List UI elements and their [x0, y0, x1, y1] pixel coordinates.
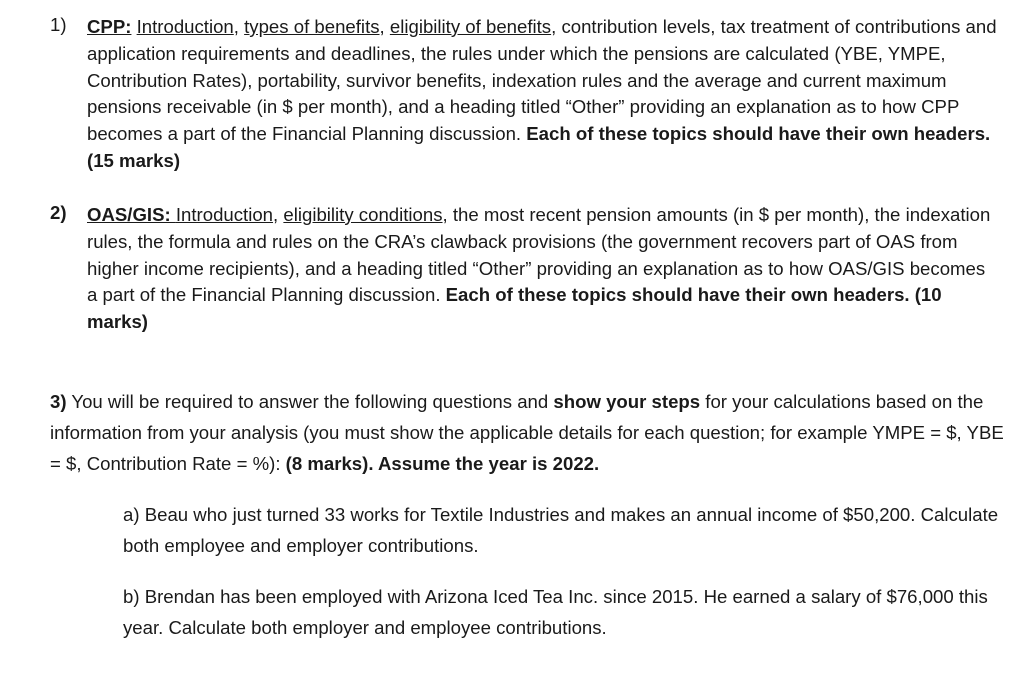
- question-1-text: [87, 14, 1000, 175]
- question-2-text: [87, 202, 1000, 336]
- question-3a: a) Beau who just turned 33 works for Textile Industries and makes an annual income of $50,200. Calculate both employee and employer contributions.: [123, 504, 999, 556]
- question-2-number: 2): [50, 202, 67, 223]
- question-1-body: , contribution levels, tax treatment of contributions and application requirements and deadlines, the rules under which the pensions are calculated (YBE, YMPE, Contribution Rates), portability, survivor benefits, indexation rules and the average and current maximum pensions receivable (in $ per month), and a heading titled “Other” providing an explanation as to how CPP becomes a part of the Financial Planning discussion.: [87, 16, 997, 145]
- question-3-number: 3): [50, 391, 67, 412]
- question-3: [50, 386, 1010, 479]
- question-2-body: , the most recent pension amounts (in $ per month), the indexation rules, the formula and rules on the CRA’s clawback provisions (the government recovers part of OAS from higher income recipients), and a heading titled “Other” providing an explanation as to how OAS/GIS becomes a part of the Financial Planning discussion.: [87, 204, 991, 306]
- question-1-number: 1): [50, 14, 67, 35]
- oas-gis-heading: OAS/GIS:: [87, 204, 176, 225]
- oas-topic-eligibility: eligibility conditions: [283, 204, 443, 225]
- question-3-text-1: You will be required to answer the following questions and: [66, 391, 554, 412]
- question-3b: b) Brendan has been employed with Arizona Iced Tea Inc. since 2015. He earned a salary of $76,000 this year. Calculate both employer and employee contributions.: [123, 586, 988, 638]
- separator: ,: [379, 16, 390, 37]
- separator: ,: [233, 16, 245, 37]
- cpp-heading: CPP:: [87, 16, 132, 37]
- question-3-marks: (8 marks). Assume the year is 2022.: [285, 453, 600, 474]
- separator: ,: [273, 204, 284, 225]
- cpp-topic-introduction: Introduction: [136, 16, 234, 37]
- question-1-marks: Each of these topics should have their own headers. (15 marks): [87, 123, 991, 171]
- cpp-topic-eligibility: eligibility of benefits: [389, 16, 552, 37]
- oas-topic-introduction: Introduction: [175, 204, 274, 225]
- question-2-marks: Each of these topics should have their own headers. (10 marks): [87, 284, 942, 333]
- question-3-show-steps: show your steps: [553, 391, 701, 412]
- question-3-text-2: for your calculations based on the information from your analysis (you must show the applicable details for each question; for example YMPE = $, YBE = $, Contribution Rate = %):: [50, 391, 1004, 474]
- cpp-topic-types-of-benefits: types of benefits: [244, 16, 380, 37]
